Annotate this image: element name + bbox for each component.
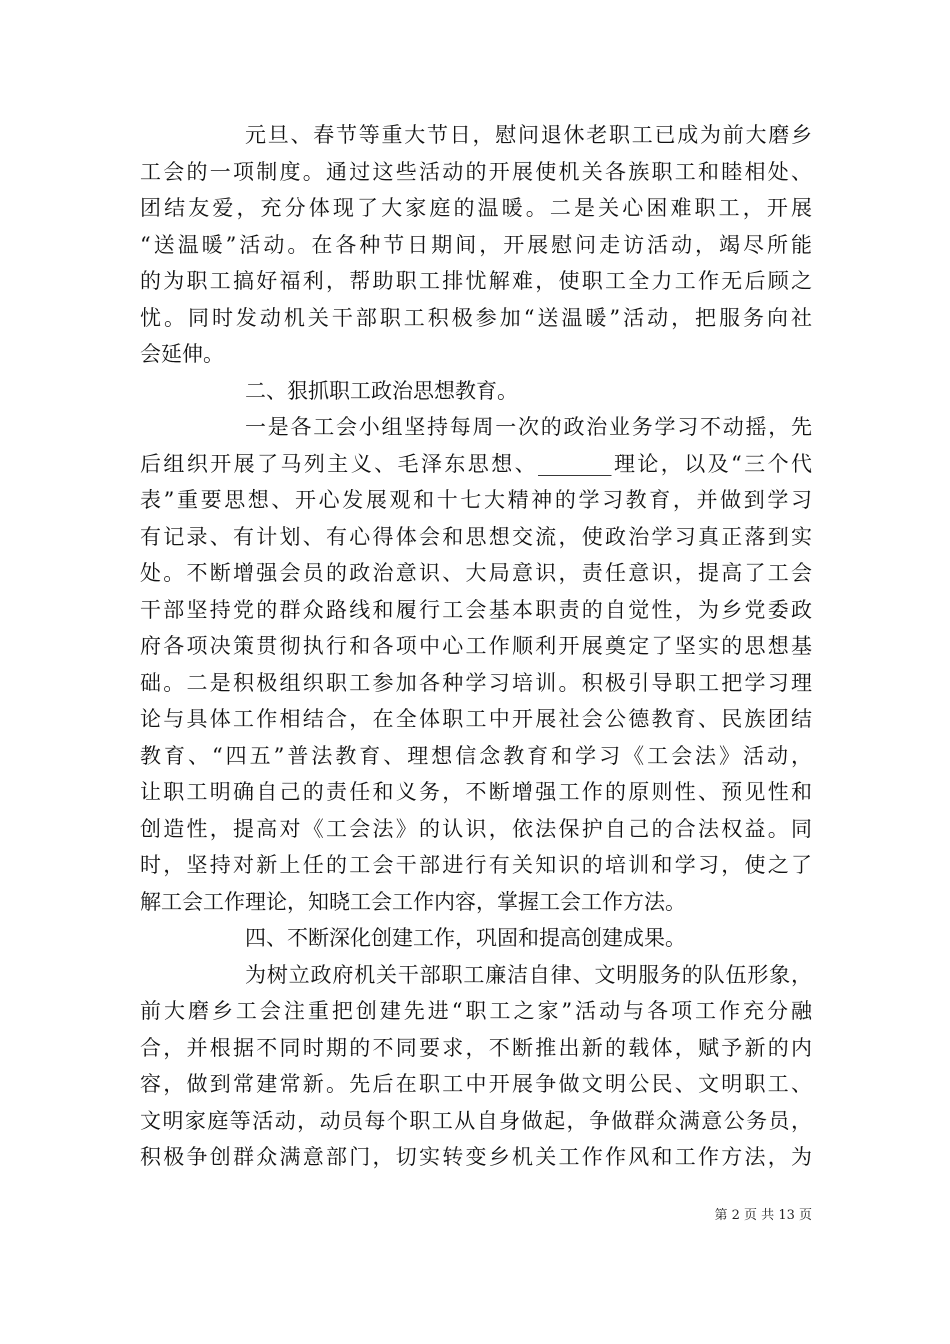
text-line: 容，做到常建常新。先后在职工中开展争做文明公民、文明职工、: [140, 1072, 812, 1096]
section-heading: 二、狠抓职工政治思想教育。: [245, 378, 518, 403]
text-line: 时，坚持对新上任的工会干部进行有关知识的培训和学习，使之了: [140, 853, 812, 877]
text-line: 一是各工会小组坚持每周一次的政治业务学习不动摇，先: [245, 415, 812, 439]
text-line: 教育、“四五”普法教育、理想信念教育和学习《工会法》活动，: [140, 743, 812, 768]
text-line: 础。二是积极组织职工参加各种学习培训。积极引导职工把学习理: [140, 670, 812, 695]
section-heading: 四、不断深化创建工作，巩固和提高创建成果。: [245, 926, 686, 950]
text-line: 文明家庭等活动，动员每个职工从自身做起，争做群众满意公务员，: [140, 1108, 812, 1133]
text-line: 处。不断增强会员的政治意识、大局意识，责任意识，提高了工会: [140, 561, 812, 585]
text-line: 府各项决策贯彻执行和各项中心工作顺利开展奠定了坚实的思想基: [140, 634, 812, 658]
text-line: 的为职工搞好福利，帮助职工排忧解难，使职工全力工作无后顾之: [140, 269, 812, 293]
text-line: 忧。同时发动机关干部职工积极参加“送温暖”活动，把服务向社: [140, 305, 812, 330]
text-line: 元旦、春节等重大节日，慰问退休老职工已成为前大磨乡: [245, 123, 812, 147]
text-line: “送温暖”活动。在各种节日期间，开展慰问走访活动，竭尽所能: [140, 232, 812, 257]
text-line: 团结友爱，充分体现了大家庭的温暖。二是关心困难职工，开展: [140, 196, 812, 220]
page-number-footer: 第 2 页 共 13 页: [714, 1208, 812, 1223]
text-line: 后组织开展了马列主义、毛泽东思想、_______理论，以及“三个代: [140, 451, 812, 476]
text-line: 前大磨乡工会注重把创建先进“职工之家”活动与各项工作充分融: [140, 999, 812, 1023]
text-line: 工会的一项制度。通过这些活动的开展使机关各族职工和睦相处、: [140, 159, 812, 184]
text-line: 干部坚持党的群众路线和履行工会基本职责的自觉性，为乡党委政: [140, 597, 812, 622]
body-text: [140, 117, 812, 1176]
text-line: 论与具体工作相结合，在全体职工中开展社会公德教育、民族团结: [140, 707, 812, 731]
text-line: 合，并根据不同时期的不同要求，不断推出新的载体，赋予新的内: [140, 1035, 812, 1060]
text-line: 解工会工作理论，知晓工会工作内容，掌握工会工作方法。: [140, 889, 686, 914]
text-line: 有记录、有计划、有心得体会和思想交流，使政治学习真正落到实: [140, 524, 812, 549]
text-line: 积极争创群众满意部门，切实转变乡机关工作作风和工作方法，为: [140, 1145, 812, 1169]
text-line: 为树立政府机关干部职工廉洁自律、文明服务的队伍形象，: [245, 962, 812, 987]
text-line: 创造性，提高对《工会法》的认识，依法保护自己的合法权益。同: [140, 816, 812, 841]
text-line: 让职工明确自己的责任和义务，不断增强工作的原则性、预见性和: [140, 780, 812, 804]
text-line: 会延伸。: [140, 342, 224, 366]
text-line: 表”重要思想、开心发展观和十七大精神的学习教育，并做到学习: [140, 488, 812, 512]
